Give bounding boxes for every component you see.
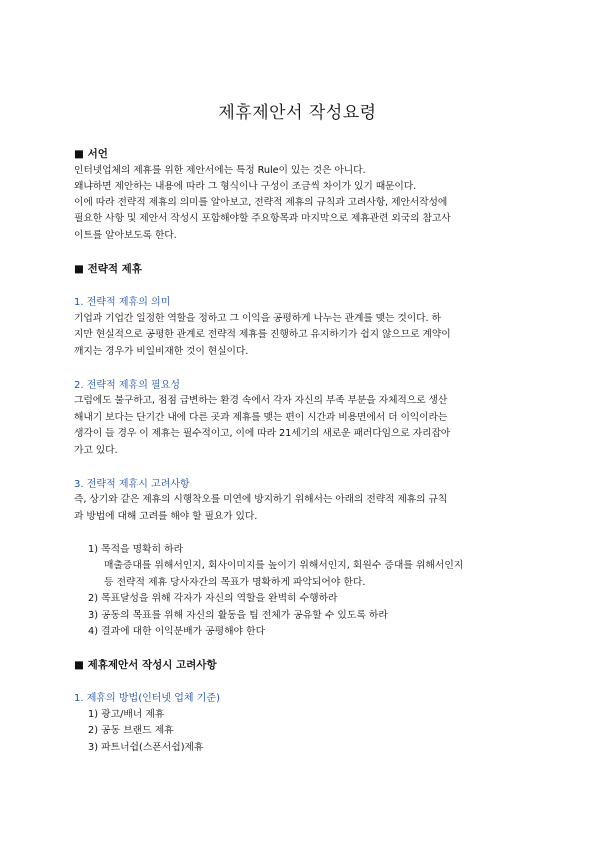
paragraph-line: 이트를 알아보도록 한다. xyxy=(74,230,177,241)
paragraph-line: 왜냐하면 제안하는 내용에 따라 그 형식이나 구성이 조금씩 차이가 있기 때문이다. xyxy=(74,181,417,192)
paragraph-line: 즉, 상기와 같은 제휴의 시행착오를 미연에 방지하기 위해서는 아래의 전략적 제휴의 규칙 xyxy=(74,494,448,505)
paragraph-line: 기업과 기업간 일정한 역할을 정하고 그 이익을 공평하게 나누는 관계를 맺는 것이다. 하 xyxy=(74,313,441,324)
list-item: 4) 결과에 대한 이익분배가 공평해야 한다 xyxy=(88,626,266,637)
list-item-detail: 등 전략적 제휴 당사자간의 목표가 명확하게 파악되어야 한다. xyxy=(104,577,366,588)
list-item: 2) 목표달성을 위해 각자가 자신의 역할을 완벽히 수행하라 xyxy=(88,593,338,604)
list-item: 3) 공동의 목표를 위해 자신의 활동을 팀 전체가 공유할 수 있도록 하라 xyxy=(88,610,388,621)
list-item: 3) 파트너쉽(스폰서쉽)제휴 xyxy=(88,742,204,753)
subsection-title: 2. 전략적 제휴의 필요성 xyxy=(74,380,181,391)
paragraph-line: 해내기 보다는 단기간 내에 다른 곳과 제휴를 맺는 편이 시간과 비용면에서 더 이익이라는 xyxy=(74,412,448,423)
subsection-title: 1. 제휴의 방법(인터넷 업체 기준) xyxy=(74,693,220,704)
list-item: 2) 공동 브랜드 제휴 xyxy=(88,725,174,736)
paragraph-line: 과 방법에 대해 고려를 해야 할 필요가 있다. xyxy=(74,511,258,522)
subsection-title: 3. 전략적 제휴시 고려사항 xyxy=(74,479,190,490)
paragraph-line: 깨지는 경우가 비일비재한 것이 현실이다. xyxy=(74,346,249,357)
list-item: 1) 목적을 명확히 하라 xyxy=(88,544,184,555)
section-heading-intro: ■ 서언 xyxy=(74,148,108,160)
document-title: 제휴제안서 작성요령 xyxy=(218,103,377,123)
paragraph-line: 이에 따라 전략적 제휴의 의미를 알아보고, 전략적 제휴의 규칙과 고려사항, 제안서작성에 xyxy=(74,197,448,208)
paragraph-line: 그럼에도 불구하고, 점점 급변하는 환경 속에서 각자 자신의 부족 부분을 자체적으로 생산 xyxy=(74,395,448,406)
section-heading-strategic: ■ 전략적 제휴 xyxy=(74,263,142,275)
section-heading-proposal: ■ 제휴제안서 작성시 고려사항 xyxy=(74,659,217,671)
subsection-title: 1. 전략적 제휴의 의미 xyxy=(74,297,171,308)
paragraph-line: 인터넷업체의 제휴를 위한 제안서에는 특정 Rule이 있는 것은 아니다. xyxy=(74,165,366,176)
paragraph-line: 생각이 들 경우 이 제휴는 필수적이고, 이에 따라 21세기의 새로운 패러다임으로 자리잡아 xyxy=(74,428,451,439)
list-item-detail: 매출증대를 위해서인지, 회사이미지를 높이기 위해서인지, 회원수 증대를 위해서인지 xyxy=(104,560,464,571)
paragraph-line: 지만 현실적으로 공평한 관계로 전략적 제휴를 진행하고 유지하기가 쉽지 않으므로 계약이 xyxy=(74,329,451,340)
paragraph-line: 가고 있다. xyxy=(74,445,118,456)
paragraph-line: 필요한 사항 및 제안서 작성시 포함해야할 주요항목과 마지막으로 제휴관련 외국의 참고사 xyxy=(74,213,451,224)
list-item: 1) 광고/배너 제휴 xyxy=(88,709,165,720)
